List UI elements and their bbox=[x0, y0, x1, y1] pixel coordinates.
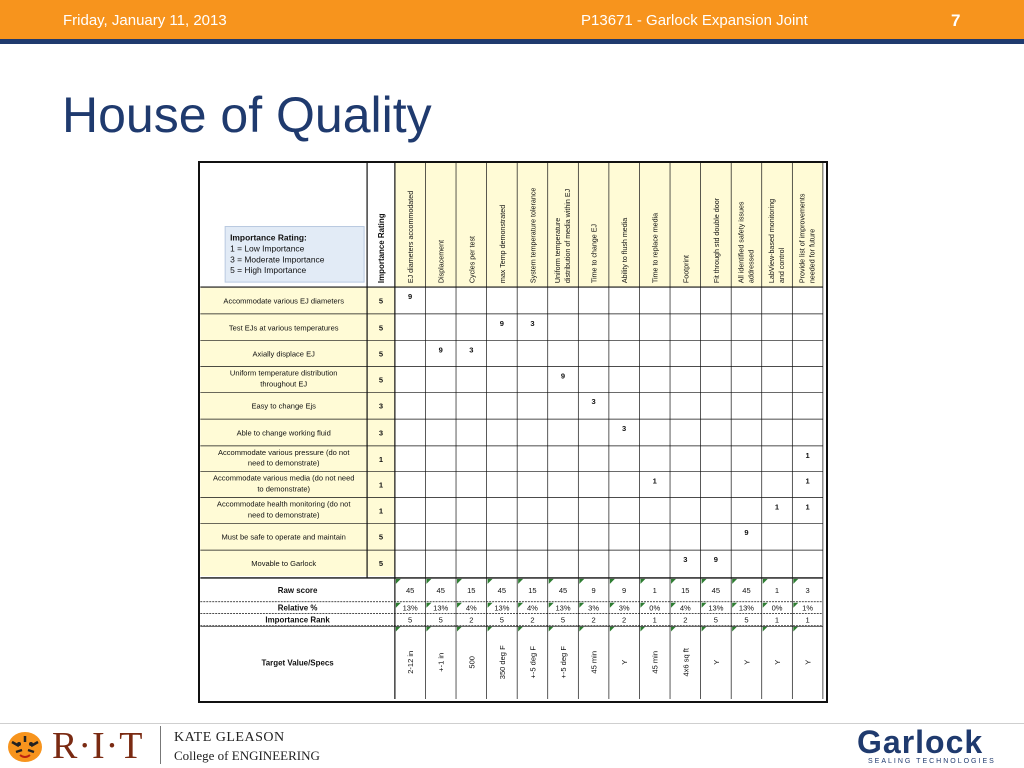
relative-percent-value: 3% bbox=[588, 603, 600, 613]
target-spec-value: 500 bbox=[467, 655, 477, 669]
corner-marker bbox=[488, 627, 493, 632]
corner-marker bbox=[793, 579, 798, 584]
importance-value: 5 bbox=[378, 375, 384, 385]
corner-marker bbox=[396, 603, 401, 608]
requirement-label: Accommodate various media (do not need bbox=[212, 473, 355, 483]
corner-marker bbox=[763, 579, 768, 584]
requirement-label: Uniform temperature distribution bbox=[229, 368, 338, 378]
raw-score-value: 1 bbox=[652, 585, 657, 595]
raw-score-value: 15 bbox=[681, 585, 690, 595]
importance-rank-value: 5 bbox=[713, 615, 718, 625]
raw-score-value: 9 bbox=[622, 585, 627, 595]
importance-value: 5 bbox=[378, 296, 384, 306]
raw-score-value: 45 bbox=[558, 585, 568, 595]
importance-value: 1 bbox=[378, 506, 384, 516]
target-spec-value: Y bbox=[742, 659, 752, 665]
raw-score-value: 45 bbox=[436, 585, 445, 595]
relationship-value: 1 bbox=[805, 476, 810, 486]
column-header-label: distribution of media within EJ bbox=[563, 188, 572, 284]
requirement-label: need to demonstrate) bbox=[247, 458, 320, 468]
raw-score-value: 45 bbox=[711, 585, 721, 595]
requirement-label: Accommodate various pressure (do not bbox=[217, 447, 350, 457]
column-header-label: Ability to flush media bbox=[621, 217, 630, 284]
relationship-value: 3 bbox=[622, 424, 627, 434]
importance-rank-value: 5 bbox=[744, 615, 749, 625]
importance-rank-value: 2 bbox=[591, 615, 596, 625]
relative-percent-value: 4% bbox=[465, 603, 477, 613]
column-header-label: Time to replace media bbox=[651, 212, 660, 284]
target-spec-value: Y bbox=[773, 659, 783, 665]
column-header-label: Uniform temperature bbox=[554, 217, 563, 284]
kgcoe-line2: College of ENGINEERING bbox=[174, 748, 320, 763]
importance-value: 5 bbox=[378, 559, 384, 569]
relationship-value: 9 bbox=[408, 291, 413, 301]
page-number: 7 bbox=[951, 11, 961, 30]
column-header-label: All identified safety issues bbox=[737, 201, 746, 284]
target-spec-value: 45 min bbox=[650, 650, 660, 674]
column-header-label: LabView-based monitoring bbox=[768, 198, 777, 284]
corner-marker bbox=[549, 579, 554, 584]
tiger-logo-icon bbox=[4, 728, 46, 764]
corner-marker bbox=[640, 579, 645, 584]
column-header-label: addressed bbox=[747, 249, 756, 284]
column-header-label: EJ diameters accommodated bbox=[407, 190, 416, 284]
column-header-label: Cycles per test bbox=[468, 235, 477, 284]
raw-score-value: 45 bbox=[742, 585, 751, 595]
importance-value: 5 bbox=[378, 532, 384, 542]
corner-marker bbox=[793, 603, 798, 608]
relationship-value: 3 bbox=[591, 397, 596, 407]
raw-score-value: 45 bbox=[405, 585, 415, 595]
relationship-value: 3 bbox=[469, 345, 474, 355]
corner-marker bbox=[732, 603, 737, 608]
presentation-title: P13671 - Garlock Expansion Joint bbox=[581, 12, 808, 29]
importance-legend-line: 3 = Moderate Importance bbox=[230, 254, 325, 265]
header-bar bbox=[0, 0, 1024, 39]
garlock-tagline: SEALING TECHNOLOGIES bbox=[868, 758, 996, 765]
raw-score-value: 3 bbox=[805, 585, 810, 595]
corner-marker bbox=[396, 627, 401, 632]
relationship-value: 1 bbox=[805, 450, 810, 460]
importance-value: 3 bbox=[378, 401, 384, 411]
corner-marker bbox=[763, 603, 768, 608]
relationship-value: 9 bbox=[499, 318, 504, 328]
relationship-value: 9 bbox=[560, 371, 566, 381]
corner-marker bbox=[518, 579, 523, 584]
target-spec-value: 45 min bbox=[589, 650, 599, 674]
column-header-label: Fit through std double door bbox=[712, 197, 721, 284]
corner-marker bbox=[549, 627, 554, 632]
importance-rank-value: 5 bbox=[499, 615, 504, 625]
relative-percent-value: 13% bbox=[738, 603, 755, 613]
corner-marker bbox=[518, 603, 523, 608]
requirement-label: Movable to Garlock bbox=[251, 559, 317, 569]
relationship-value: 9 bbox=[438, 345, 443, 355]
relative-percent-value: 1% bbox=[802, 603, 814, 613]
target-spec-value: +-1 in bbox=[436, 652, 446, 672]
requirement-label: Easy to change Ejs bbox=[251, 401, 316, 411]
corner-marker bbox=[610, 627, 615, 632]
requirement-label: Must be safe to operate and maintain bbox=[221, 532, 346, 542]
importance-rank-value: 2 bbox=[469, 615, 474, 625]
importance-value: 1 bbox=[378, 480, 384, 490]
corner-marker bbox=[549, 603, 554, 608]
importance-value: 5 bbox=[378, 349, 384, 359]
corner-marker bbox=[579, 603, 584, 608]
corner-marker bbox=[702, 603, 707, 608]
importance-rating-header: Importance Rating bbox=[376, 213, 386, 284]
corner-marker bbox=[457, 603, 462, 608]
kgcoe-line1: KATE GLEASON bbox=[174, 730, 285, 745]
corner-marker bbox=[793, 627, 798, 632]
relative-percent-value: 4% bbox=[679, 603, 691, 613]
target-spec-value: Y bbox=[620, 659, 630, 665]
importance-legend-title: Importance Rating: bbox=[230, 232, 307, 243]
importance-rank-value: 5 bbox=[560, 615, 566, 625]
target-spec-value: 4x6 sq ft bbox=[681, 648, 691, 677]
importance-value: 1 bbox=[378, 454, 384, 464]
importance-rank-value: 1 bbox=[774, 615, 780, 625]
relationship-value: 9 bbox=[713, 555, 718, 565]
raw-score-value: 1 bbox=[774, 585, 780, 595]
requirement-label: Accommodate health monitoring (do not bbox=[216, 499, 351, 509]
garlock-logo: Garlock bbox=[857, 724, 984, 760]
raw-score-value: 9 bbox=[591, 585, 596, 595]
requirement-label: Test EJs at various temperatures bbox=[228, 323, 339, 333]
target-spec-value: Y bbox=[803, 659, 813, 665]
requirement-label: Able to change working fluid bbox=[236, 428, 331, 438]
raw-score-value: 15 bbox=[528, 585, 537, 595]
corner-marker bbox=[640, 603, 645, 608]
target-spec-value: 2-12 in bbox=[406, 650, 416, 674]
relative-percent-value: 13% bbox=[494, 603, 510, 613]
relative-percent-value: 13% bbox=[402, 603, 418, 613]
relationship-value: 1 bbox=[774, 502, 780, 512]
importance-legend-line: 5 = High Importance bbox=[230, 265, 307, 276]
corner-marker bbox=[671, 627, 676, 632]
corner-marker bbox=[732, 579, 737, 584]
importance-rank-value: 5 bbox=[438, 615, 443, 625]
corner-marker bbox=[610, 579, 615, 584]
column-header-label: System temperature tolerance bbox=[529, 187, 538, 284]
corner-marker bbox=[579, 627, 584, 632]
column-header-label: max Temp demonstrated bbox=[498, 204, 507, 284]
importance-rank-value: 2 bbox=[530, 615, 535, 625]
column-header-label: Footprint bbox=[682, 254, 691, 284]
relationship-value: 9 bbox=[744, 528, 749, 538]
relative-percent-value: 0% bbox=[649, 603, 661, 613]
column-header-label: Provide list of improvements bbox=[798, 193, 807, 284]
column-header-label: needed for future bbox=[808, 228, 817, 284]
logo-separator bbox=[160, 726, 161, 764]
relationship-value: 1 bbox=[805, 502, 810, 512]
importance-legend-line: 1 = Low Importance bbox=[230, 243, 305, 254]
requirement-label: to demonstrate) bbox=[257, 484, 311, 494]
importance-rank-value: 1 bbox=[652, 615, 657, 625]
relative-percent-value: 0% bbox=[771, 603, 783, 613]
column-header-label: Displacement bbox=[437, 239, 446, 284]
corner-marker bbox=[640, 627, 645, 632]
corner-marker bbox=[396, 579, 401, 584]
target-spec-value: +-5 deg F bbox=[528, 646, 538, 679]
corner-marker bbox=[488, 603, 493, 608]
raw-score-value: 15 bbox=[467, 585, 476, 595]
corner-marker bbox=[518, 627, 523, 632]
corner-marker bbox=[610, 603, 615, 608]
importance-rank-value: 1 bbox=[805, 615, 810, 625]
header-date: Friday, January 11, 2013 bbox=[63, 12, 227, 29]
relative-percent-value: 13% bbox=[708, 603, 724, 613]
relationship-value: 3 bbox=[530, 318, 535, 328]
requirement-label: need to demonstrate) bbox=[247, 510, 320, 520]
target-spec-value: 350 deg F bbox=[497, 645, 507, 680]
corner-marker bbox=[671, 603, 676, 608]
header-divider bbox=[0, 39, 1024, 44]
corner-marker bbox=[732, 627, 737, 632]
slide-title: House of Quality bbox=[62, 87, 432, 143]
relationship-value: 1 bbox=[652, 476, 657, 486]
rit-logo: R·I·T bbox=[52, 725, 144, 767]
relative-percent-value: 13% bbox=[555, 603, 571, 613]
target-spec-value: Y bbox=[711, 659, 721, 665]
relative-percent-value: 13% bbox=[433, 603, 449, 613]
importance-value: 5 bbox=[378, 323, 384, 333]
relative-percent-value: 3% bbox=[618, 603, 630, 613]
raw-score-label: Raw score bbox=[277, 585, 318, 595]
importance-rank-value: 5 bbox=[408, 615, 413, 625]
house-of-quality-matrix bbox=[198, 161, 828, 703]
corner-marker bbox=[671, 579, 676, 584]
corner-marker bbox=[579, 579, 584, 584]
corner-marker bbox=[702, 627, 707, 632]
requirement-label: Axially displace EJ bbox=[252, 349, 315, 359]
corner-marker bbox=[763, 627, 768, 632]
corner-marker bbox=[426, 627, 431, 632]
relationship-value: 3 bbox=[683, 555, 688, 565]
target-spec-label: Target Value/Specs bbox=[261, 658, 334, 668]
column-header-label: Time to change EJ bbox=[590, 223, 599, 284]
importance-rank-label: Importance Rank bbox=[265, 615, 330, 625]
target-spec-value: +-5 deg F bbox=[559, 646, 569, 679]
corner-marker bbox=[426, 579, 431, 584]
importance-value: 3 bbox=[378, 428, 384, 438]
corner-marker bbox=[457, 579, 462, 584]
requirement-label: Accommodate various EJ diameters bbox=[223, 296, 344, 306]
requirement-label: throughout EJ bbox=[260, 379, 308, 389]
importance-rank-value: 2 bbox=[622, 615, 627, 625]
raw-score-value: 45 bbox=[497, 585, 507, 595]
corner-marker bbox=[702, 579, 707, 584]
relative-percent-value: 4% bbox=[527, 603, 538, 613]
importance-rank-value: 2 bbox=[683, 615, 688, 625]
relative-percent-label: Relative % bbox=[277, 603, 318, 613]
corner-marker bbox=[488, 579, 493, 584]
corner-marker bbox=[457, 627, 462, 632]
column-header-label: and control bbox=[777, 247, 786, 284]
corner-marker bbox=[426, 603, 431, 608]
